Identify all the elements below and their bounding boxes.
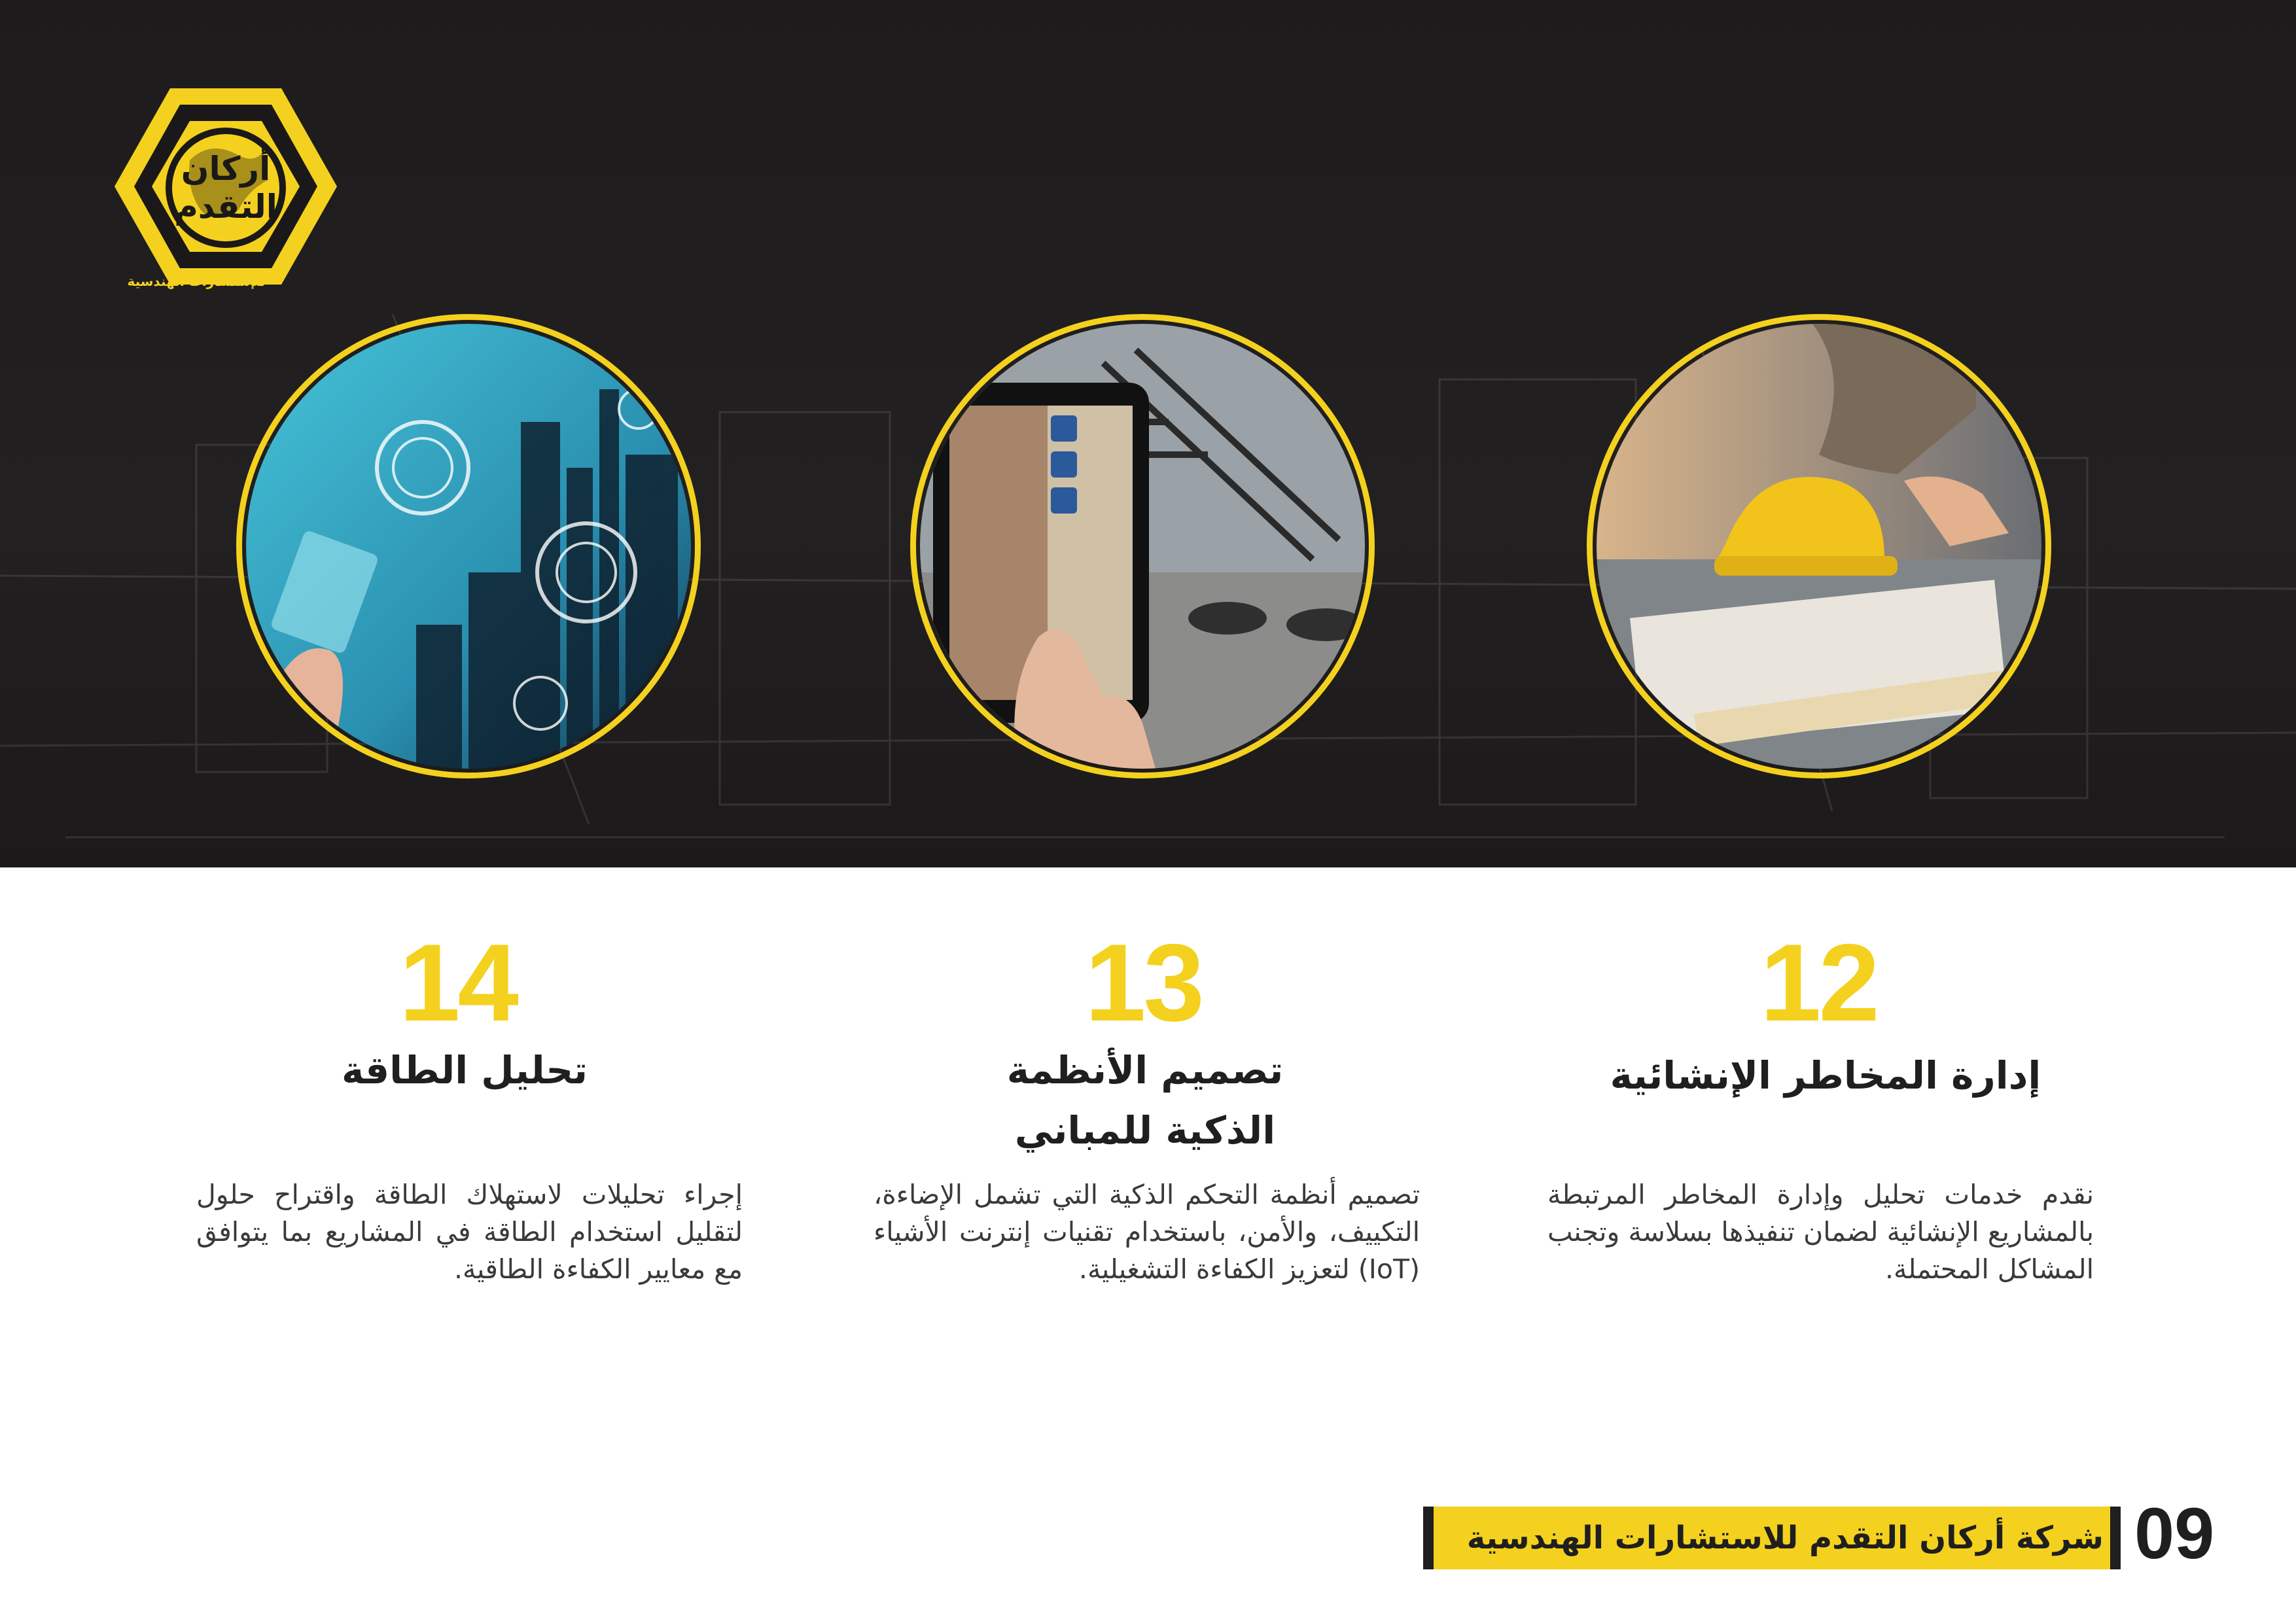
service-14-body: إجراء تحليلات لاستهلاك الطاقة واقتراح حلول لتقليل استخدام الطاقة في المشاريع بما يتوافق مع معايير الكفاءة الطاقية. [196, 1179, 743, 1285]
service-13-body: تصميم أنظمة التحكم الذكية التي تشمل الإضاءة، التكييف، والأمن، باستخدام تقنيات إنترنت الأشياء (IoT) لتعزيز الكفاءة التشغيلية. [874, 1179, 1420, 1285]
logo-caption: للإستشارات الهندسية [127, 273, 266, 289]
service-13-title-line1: تصميم الأنظمة [1006, 1048, 1284, 1092]
service-14-number: 14 [399, 921, 516, 1044]
footer-company-name: شركة أركان التقدم للاستشارات الهندسية [1466, 1520, 2104, 1556]
company-logo [92, 82, 353, 304]
image-ring [236, 314, 701, 778]
image-ring [910, 314, 1375, 778]
service-12-body: نقدم خدمات تحليل وإدارة المخاطر المرتبطة بالمشاريع الإنشائية لضمان تنفيذها بسلاسة وتجنب المشاكل المحتملة. [1547, 1179, 2094, 1285]
service-12-number: 12 [1760, 921, 1877, 1044]
service-14-title: تحليل الطاقة [342, 1048, 588, 1092]
image-ring [1587, 314, 2051, 778]
logo-word-2: التقدم [174, 188, 277, 226]
service-13-title-line2: الذكية للمباني [1014, 1108, 1276, 1153]
footer-bar-edge [2110, 1507, 2121, 1569]
service-13-number: 13 [1085, 921, 1202, 1044]
footer-bar-edge [1423, 1507, 1434, 1569]
service-12-title: إدارة المخاطر الإنشائية [1610, 1053, 2041, 1098]
logo-word-1: أركان [181, 150, 271, 188]
page-number: 09 [2134, 1493, 2215, 1574]
